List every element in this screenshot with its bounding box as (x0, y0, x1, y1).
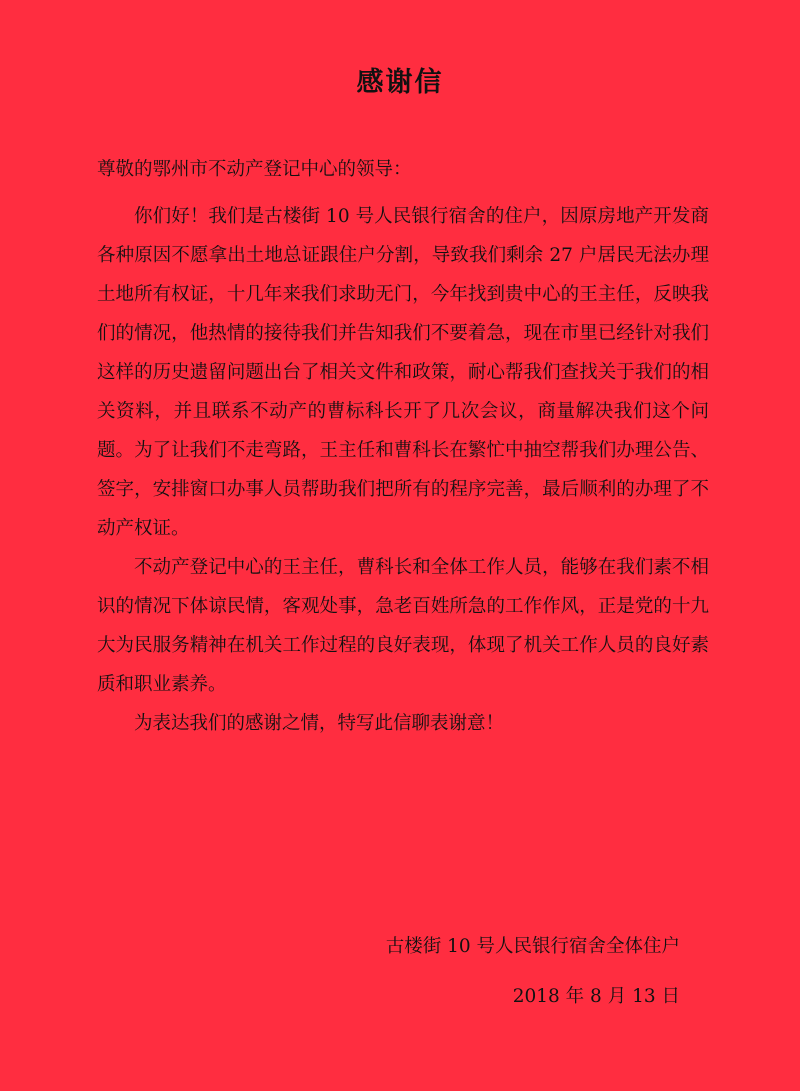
letter-body (97, 197, 709, 743)
letter-date: 2018 年 8 月 13 日 (512, 986, 680, 1007)
letter-paragraph: 为表达我们的感谢之情，特写此信聊表谢意！ (134, 713, 505, 734)
letter-title: 感谢信 (356, 67, 444, 98)
letter-paragraph: 不动产登记中心的王主任，曹科长和全体工作人员，能够在我们素不相识的情况下体谅民情，客观处事，急老百姓所急的工作作风，正是党的十九大为民服务精神在机关工作过程的良好表现，体现了机关工作人员的良好素质和职业素养。 (97, 557, 709, 695)
letter-signature: 古楼街 10 号人民银行宿舍全体住户 (385, 936, 680, 957)
letter-paragraph: 你们好！我们是古楼街 10 号人民银行宿舍的住户，因原房地产开发商各种原因不愿拿出土地总证跟住户分割，导致我们剩余 27 户居民无法办理土地所有权证，十几年来我们求助无门，今年找到贵中心的王主任，反映我们的情况，他热情的接待我们并告知我们不要着急，现在市里已经针对我们这样的历史遗留问题出台了相关文件和政策，耐心帮我们查找关于我们的相关资料，并且联系不动产的曹标科长开了几次会议，商量解决我们这个问题。为了让我们不走弯路，王主任和曹科长在繁忙中抽空帮我们办理公告、签字，安排窗口办事人员帮助我们把所有的程序完善，最后顺利的办理了不动产权证。 (97, 206, 709, 539)
letter-salutation: 尊敬的鄂州市不动产登记中心的领导： (97, 159, 412, 180)
